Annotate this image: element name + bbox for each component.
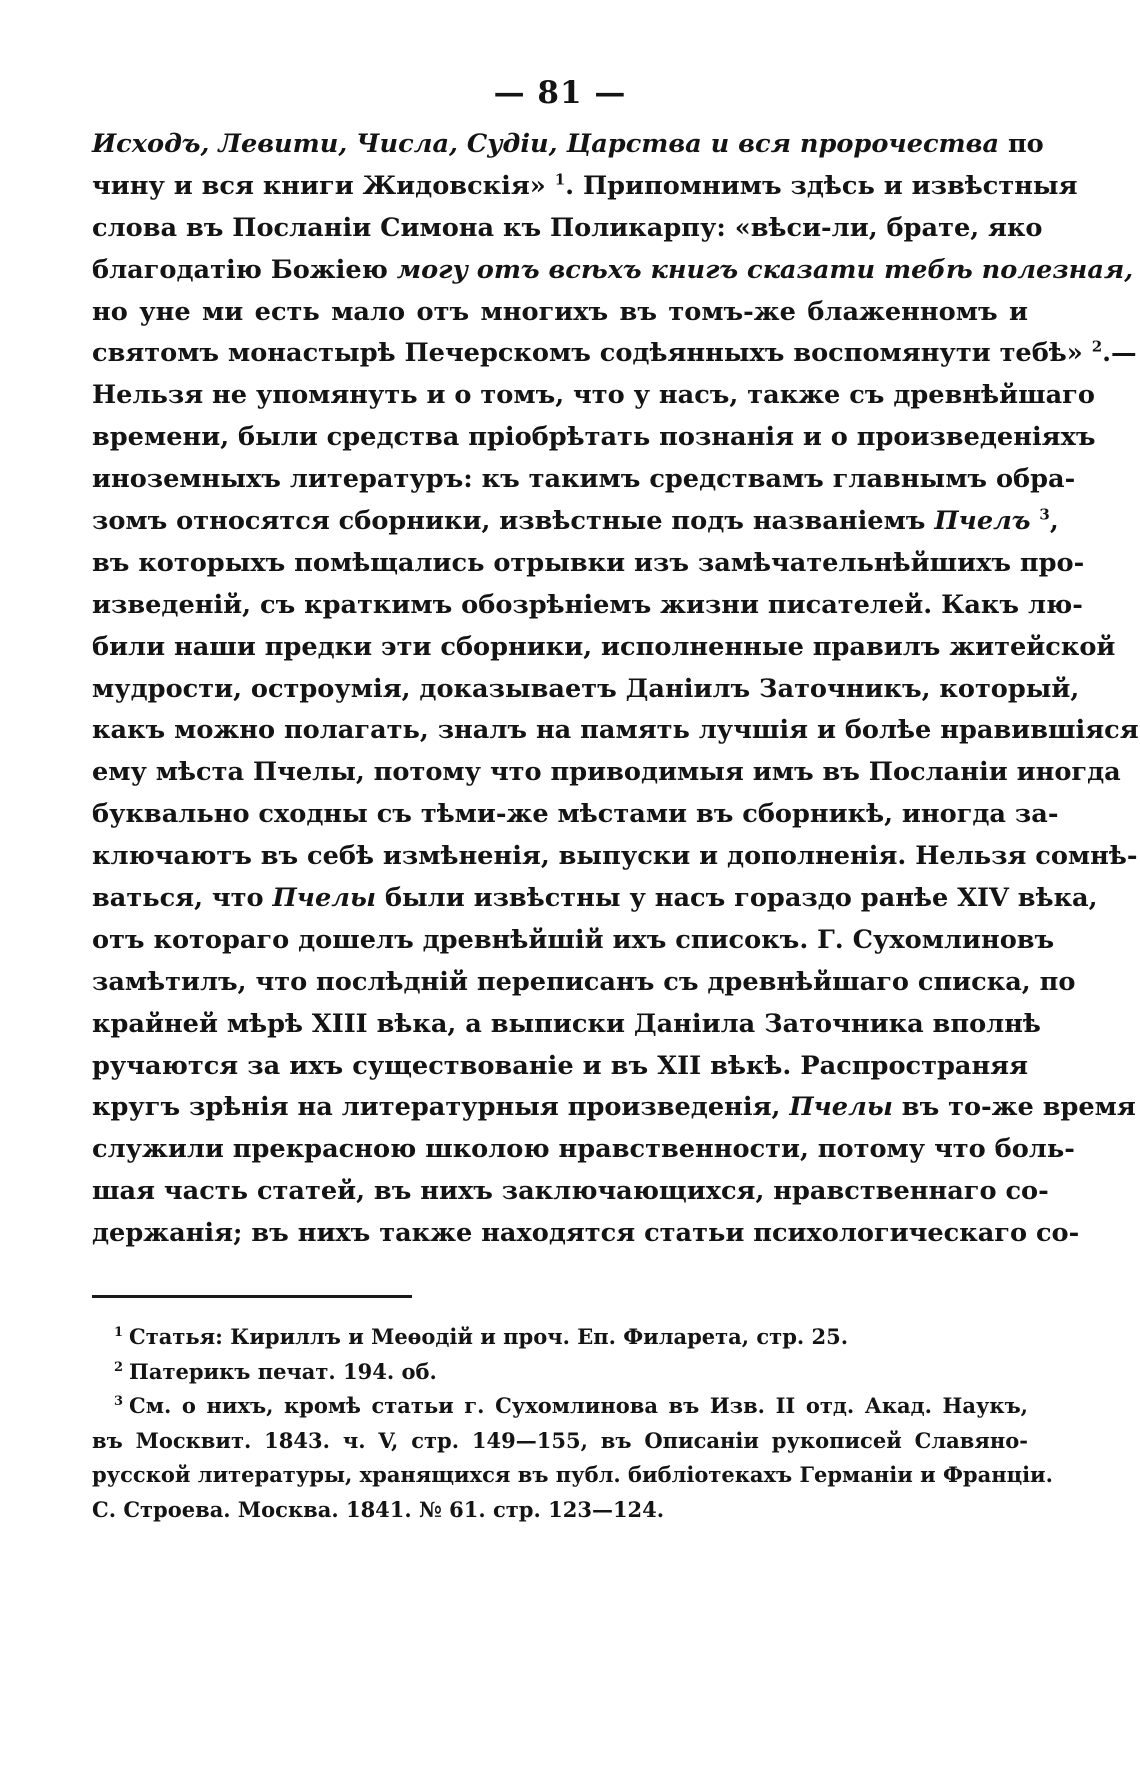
- footnotes: [92, 1320, 1053, 1527]
- footnote-line: [92, 1458, 1053, 1493]
- italic-title: Пчелы: [272, 883, 377, 914]
- footnote-text: въ Москвит. 1843. ч. V, стр. 149—155, въ Описаніи рукописей Славяно-: [92, 1427, 1028, 1453]
- text-line: [92, 543, 1085, 585]
- text-line: [92, 124, 1044, 166]
- text-line: [92, 752, 1121, 794]
- text-line: [92, 250, 1134, 292]
- footnote-line: [92, 1320, 1028, 1355]
- footnote-text: Патерикъ печат. 194. об.: [129, 1358, 437, 1384]
- text-run: шая часть статей, въ нихъ заключающихся, нравственнаго со-: [92, 1176, 1049, 1207]
- text-line: [92, 1213, 1080, 1255]
- text-line: [92, 417, 1096, 459]
- text-run: въ которыхъ помѣщались отрывки изъ замѣчательнѣйшихъ про-: [92, 547, 1085, 578]
- footnote-ref: 2: [1091, 337, 1103, 356]
- footnote-line: [92, 1493, 1028, 1528]
- book-page: [92, 70, 1139, 1527]
- text-line: [92, 166, 1078, 208]
- text-run: .—: [1102, 338, 1137, 369]
- footnote-ref: 1: [554, 170, 566, 189]
- text-line: [92, 1171, 1049, 1213]
- text-line: [92, 459, 1076, 501]
- text-run: держанія; въ нихъ также находятся статьи психологическаго со-: [92, 1218, 1080, 1249]
- text-run: времени, были средства пріобрѣтать познанія и о произведеніяхъ: [92, 422, 1096, 453]
- footnote-line: [92, 1389, 1028, 1424]
- text-line: [92, 585, 1083, 627]
- text-line: [92, 627, 1116, 669]
- text-line: [92, 1129, 1075, 1171]
- text-run: въ то-же время: [892, 1092, 1136, 1123]
- text-run: чину и вся книги Жидовскія»: [92, 170, 555, 201]
- footnote-mark: 2: [114, 1359, 124, 1375]
- text-run: служили прекрасною школою нравственности, потому что боль-: [92, 1134, 1075, 1165]
- text-run: били наши предки эти сборники, исполненные правилъ житейской: [92, 631, 1116, 662]
- text-line: [92, 208, 1043, 250]
- footnote-rule: [92, 1295, 412, 1298]
- footnote-ref: 3: [1039, 505, 1050, 524]
- text-run: ключаютъ въ себѣ измѣненія, выпуски и дополненія. Нельзя сомнѣ-: [92, 841, 1138, 872]
- text-run: благодатію Божіею: [92, 254, 397, 285]
- text-run: но уне ми есть мало отъ многихъ въ томъ-же блаженномъ и: [92, 296, 1028, 327]
- text-line: [92, 501, 1059, 543]
- body-text: [92, 124, 1139, 1255]
- footnote-text: С. Строева. Москва. 1841. № 61. стр. 123—124.: [92, 1496, 665, 1522]
- footnote-text: русской литературы, хранящихся въ публ. библіотекахъ Германіи и Франціи.: [92, 1462, 1053, 1488]
- text-run: святомъ монастырѣ Печерскомъ содѣянныхъ воспомянути тебѣ»: [92, 338, 1092, 369]
- footnote-text: Статья: Кириллъ и Меѳодій и проч. Еп. Филарета, стр. 25.: [129, 1324, 849, 1350]
- text-run: отъ котораго дошелъ древнѣйшій ихъ списокъ. Г. Сухомлиновъ: [92, 924, 1055, 955]
- text-run: кругъ зрѣнія на литературныя произведенія,: [92, 1092, 790, 1123]
- italic-title: Исходъ, Левити, Числа, Судіи, Царства и вся пророчества: [92, 129, 1000, 159]
- text-line: [92, 920, 1055, 962]
- page-number: — 81 —: [493, 75, 627, 111]
- text-run: крайней мѣрѣ XIII вѣка, а выписки Даніила Заточника вполнѣ: [92, 1008, 1041, 1039]
- text-run: иноземныхъ литературъ: къ такимъ средствамъ главнымъ обра-: [92, 464, 1076, 495]
- text-line: [92, 1046, 1028, 1088]
- text-run: ручаются за ихъ существованіе и въ XII вѣкѣ. Распространяя: [92, 1050, 1028, 1081]
- italic-title: могу отъ всѣхъ книгъ сказати тебѣ полезная,: [396, 254, 1134, 285]
- text-run: ,: [1049, 506, 1059, 537]
- text-run: ему мѣста Пчелы, потому что приводимыя имъ въ Посланіи иногда: [92, 757, 1121, 788]
- text-run: буквально сходны съ тѣми-же мѣстами въ сборникѣ, иногда за-: [92, 799, 1059, 830]
- text-run: были извѣстны у насъ гораздо ранѣе XIV вѣка,: [376, 883, 1098, 914]
- text-line: [92, 878, 1098, 920]
- text-run: какъ можно полагать, зналъ на память лучшія и болѣе нравившіяся: [92, 715, 1139, 746]
- text-run: ваться, что: [92, 883, 273, 914]
- text-run: мудрости, остроумія, доказываетъ Даніилъ Заточникъ, который,: [92, 673, 1080, 704]
- footnote-line: [92, 1355, 1028, 1390]
- footnote-mark: 1: [114, 1325, 124, 1341]
- footnote-mark: 3: [114, 1394, 124, 1410]
- text-line: [92, 292, 1028, 334]
- text-run: . Припомнимъ здѣсь и извѣстныя: [565, 170, 1078, 201]
- footnote-text: См. о нихъ, кромѣ статьи г. Сухомлинова въ Изв. II отд. Акад. Наукъ,: [129, 1393, 1028, 1419]
- text-line: [92, 836, 1138, 878]
- text-run: по: [999, 129, 1044, 159]
- text-line: [92, 1087, 1136, 1129]
- text-line: [92, 333, 1137, 375]
- italic-title: Пчелъ: [934, 506, 1031, 537]
- text-line: [92, 794, 1059, 836]
- text-line: [92, 1004, 1041, 1046]
- italic-title: Пчелы: [789, 1092, 893, 1123]
- text-run: слова въ Посланіи Симона къ Поликарпу: «вѣси-ли, брате, яко: [92, 212, 1043, 243]
- text-run: Нельзя не упомянуть и о томъ, что у насъ, также съ древнѣйшаго: [92, 380, 1095, 411]
- text-line: [92, 962, 1076, 1004]
- text-run: зомъ относятся сборники, извѣстные подъ названіемъ: [92, 506, 935, 537]
- text-line: [92, 710, 1139, 752]
- text-run: замѣтилъ, что послѣдній переписанъ съ древнѣйшаго списка, по: [92, 966, 1076, 997]
- text-line: [92, 669, 1080, 711]
- text-line: [92, 375, 1095, 417]
- text-run: изведеній, съ краткимъ обозрѣніемъ жизни писателей. Какъ лю-: [92, 589, 1083, 620]
- footnote-line: [92, 1424, 1028, 1459]
